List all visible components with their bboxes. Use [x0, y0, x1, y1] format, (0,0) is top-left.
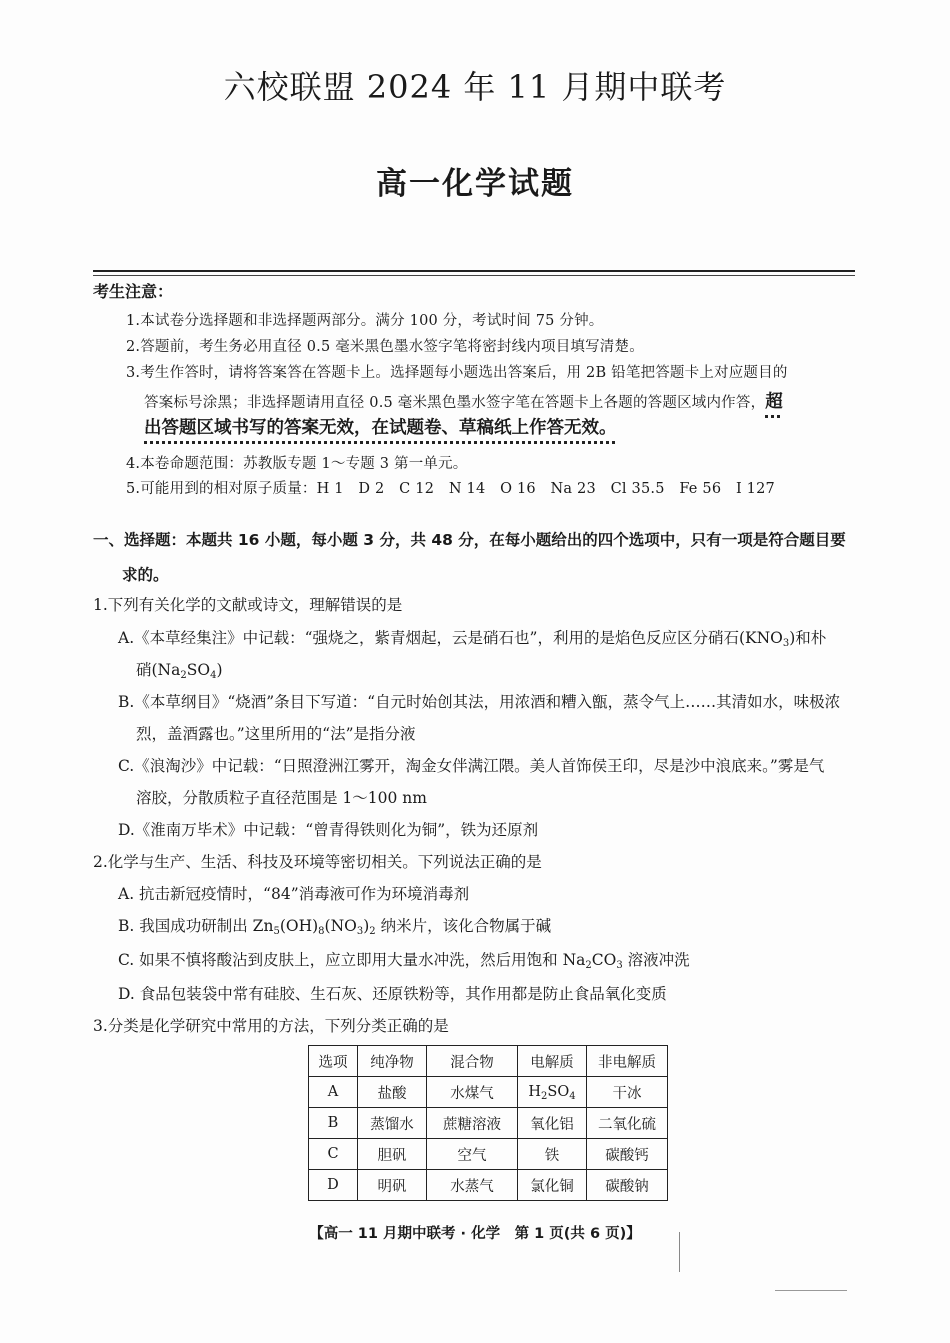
q2-b-s1: 5	[273, 926, 280, 937]
q2-option-a: A. 抗击新冠疫情时，“84”消毒液可作为环境消毒剂	[118, 885, 470, 903]
cell-mixture: 水煤气	[427, 1077, 518, 1108]
q2-c-s2: 3	[616, 960, 623, 971]
cell-pure: 明矾	[358, 1170, 427, 1201]
cell-pure: 蒸馏水	[358, 1108, 427, 1139]
cell-electrolyte	[518, 1077, 587, 1108]
cell-pure: 胆矾	[358, 1139, 427, 1170]
notice-item-2: 2.答题前，考生务必用直径 0.5 毫米黑色墨水签字笔将密封线内项目填写清楚。	[126, 339, 644, 355]
cell-nonelectrolyte: 碳酸钙	[587, 1139, 668, 1170]
q2-option-c	[118, 948, 690, 970]
scan-mark	[775, 1290, 847, 1291]
q2-stem: 2.化学与生产、生活、科技及环境等密切相关。下列说法正确的是	[93, 853, 542, 871]
q1-option-c-cont: 溶胶，分散质粒子直径范围是 1～100 nm	[136, 789, 427, 807]
q1-a2-sub1: 2	[180, 670, 187, 681]
notice-item-4: 4.本卷命题范围：苏教版专题 1～专题 3 第一单元。	[126, 456, 468, 472]
th-option: 选项	[309, 1046, 358, 1077]
notice-item-1: 1.本试卷分选择题和非选择题两部分。满分 100 分，考试时间 75 分钟。	[126, 313, 604, 329]
q1-option-a-cont	[136, 658, 223, 680]
cell-mixture: 空气	[427, 1139, 518, 1170]
q2-b-s3: 3	[356, 926, 364, 937]
table-row	[309, 1108, 668, 1139]
q2-c-end: 溶液冲洗	[622, 951, 690, 969]
q2-b-s4: 2	[369, 926, 376, 937]
cell-nonelectrolyte: 碳酸钠	[587, 1170, 668, 1201]
page-footer: 【高一 11 月期中联考 · 化学 第 1 页(共 6 页)】	[309, 1226, 641, 1242]
exam-subtitle: 高一化学试题	[376, 166, 574, 202]
cell-pure: 盐酸	[358, 1077, 427, 1108]
notice-emphasis-start: 超	[765, 392, 783, 412]
cell-option: D	[309, 1170, 358, 1201]
q2-option-d: D. 食品包装袋中常有硅胶、生石灰、还原铁粉等，其作用都是防止食品氧化变质	[118, 985, 667, 1003]
table-row	[309, 1139, 668, 1170]
cell-option: A	[309, 1077, 358, 1108]
th-nonelectrolyte: 非电解质	[587, 1046, 668, 1077]
q2-b-m2: (NO	[324, 917, 357, 935]
q2-c-pre: C. 如果不慎将酸沾到皮肤上，应立即用大量水冲洗，然后用饱和 Na	[118, 951, 586, 969]
q3-stem: 3.分类是化学研究中常用的方法，下列分类正确的是	[93, 1017, 449, 1035]
q2-b-end: 纳米片，该化合物属于碱	[375, 917, 552, 935]
q2-c-mid: CO	[591, 951, 617, 969]
cell-option: C	[309, 1139, 358, 1170]
q1-option-c: C.《浪淘沙》中记载：“日照澄洲江雾开，淘金女伴满江隈。美人首饰侯王印，尽是沙中浪底来。”雾是气	[118, 757, 825, 775]
classification-table	[308, 1045, 668, 1201]
q1-option-b-cont: 烈，盖酒露也。”这里所用的“法”是指分液	[136, 725, 416, 743]
cell-electrolyte: 氯化铜	[518, 1170, 587, 1201]
section-heading-cont: 求的。	[122, 566, 169, 584]
q1-a2-mid: SO	[186, 661, 211, 679]
notice-heading: 考生注意：	[93, 282, 174, 301]
q2-b-m3: )	[363, 917, 370, 935]
scan-mark	[679, 1232, 680, 1272]
q2-option-b	[118, 914, 551, 936]
th-electrolyte: 电解质	[518, 1046, 587, 1077]
notice-item-3-line1: 3.考生作答时，请将答案答在答题卡上。选择题每小题选出答案后，用 2B 铅笔把答题卡上对应题目的	[126, 365, 788, 381]
q1-a-end: )和朴	[789, 629, 827, 647]
cell-nonelectrolyte: 二氧化硫	[587, 1108, 668, 1139]
q1-a2-pre: 硝(Na	[136, 661, 181, 679]
cell-option: B	[309, 1108, 358, 1139]
q1-option-d: D.《淮南万毕术》中记载：“曾青得铁则化为铜”，铁为还原剂	[118, 821, 539, 839]
notice-item-3-line2-text: 答案标号涂黑；非选择题请用直径 0.5 毫米黑色墨水签字笔在答题卡上各题的答题区域内作答，	[144, 395, 766, 411]
notice-item-5: 5.可能用到的相对原子质量：H 1 D 2 C 12 N 14 O 16 Na 23 Cl 35.5 Fe 56 I 127	[126, 481, 775, 497]
notice-item-3-line2	[144, 388, 783, 413]
cell-nonelectrolyte: 干冰	[587, 1077, 668, 1108]
q1-a2-end: )	[216, 661, 223, 679]
q2-c-s1: 2	[585, 960, 592, 971]
cell-electrolyte: 氧化铝	[518, 1108, 587, 1139]
th-pure: 纯净物	[358, 1046, 427, 1077]
cell-mixture: 蔗糖溶液	[427, 1108, 518, 1139]
h2so4-pre: H	[528, 1084, 542, 1100]
h2so4-sub2: 4	[569, 1091, 576, 1102]
h2so4-sub1: 2	[541, 1091, 548, 1102]
q2-b-s2: 8	[318, 926, 325, 937]
q2-b-pre: B. 我国成功研制出 Zn	[118, 917, 274, 935]
q1-a-sub: 3	[782, 638, 790, 649]
notice-emphasis: 出答题区域书写的答案无效，在试题卷、草稿纸上作答无效。	[144, 418, 617, 438]
exam-title: 六校联盟 2024 年 11 月期中联考	[223, 68, 727, 106]
cell-electrolyte: 铁	[518, 1139, 587, 1170]
q1-option-a	[118, 626, 826, 648]
table-row	[309, 1077, 668, 1108]
header-rule-thin	[93, 275, 855, 276]
q1-a2-sub2: 4	[210, 670, 217, 681]
q1-option-b: B.《本草纲目》“烧酒”条目下写道：“自元时始创其法，用浓酒和糟入甑，蒸令气上……其清如水，味极浓	[118, 693, 841, 711]
q1-option-a-text: A.《本草经集注》中记载：“强烧之，紫青烟起，云是硝石也”，利用的是焰色反应区分硝石(KNO	[118, 629, 783, 647]
header-rule-thick	[93, 270, 855, 272]
table-row	[309, 1170, 668, 1201]
th-mixture: 混合物	[427, 1046, 518, 1077]
q1-stem: 1.下列有关化学的文献或诗文，理解错误的是	[93, 596, 403, 614]
table-header-row	[309, 1046, 668, 1077]
q2-b-m1: (OH)	[279, 917, 319, 935]
cell-mixture: 水蒸气	[427, 1170, 518, 1201]
h2so4-mid: SO	[547, 1084, 570, 1100]
section-heading: 一、选择题：本题共 16 小题，每小题 3 分，共 48 分，在每小题给出的四个选项中，只有一项是符合题目要	[93, 531, 846, 549]
